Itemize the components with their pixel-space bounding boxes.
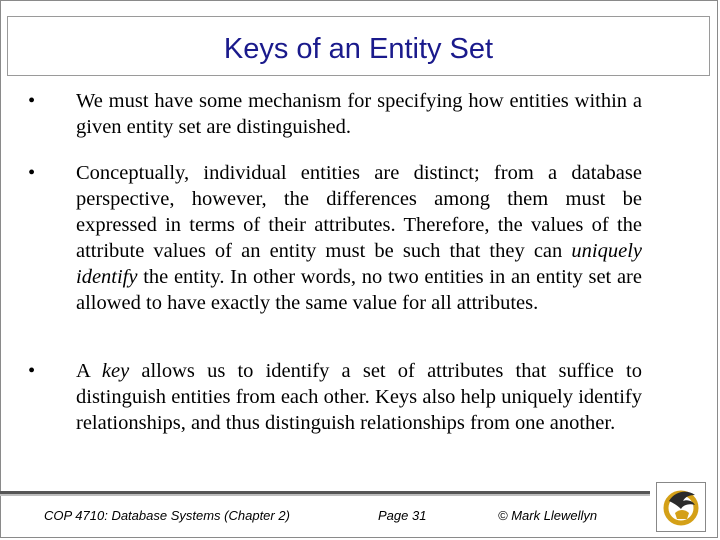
slide-title: Keys of an Entity Set (223, 33, 494, 65)
bullet-item (28, 358, 642, 436)
bullet-text (76, 160, 642, 316)
bullet-marker: • (28, 90, 36, 112)
bullet-text-part: Conceptually, individual entities are distinct; from a database perspective, however, the differences among them must be expressed in terms of their attributes. Therefore, the values of the attribute values of an entity must be such that they can (76, 162, 642, 262)
bullet-text-emphasis: key (101, 360, 130, 382)
footer-course: COP 4710: Database Systems (Chapter 2) (44, 508, 290, 523)
bullet-text-part: We must have some mechanism for specifying how entities within a given entity set are distinguished. (76, 90, 642, 138)
bullet-marker: • (28, 360, 36, 382)
footer-rule-shadow (0, 494, 650, 496)
bullet-text-emphasis: uniquely identify (76, 240, 642, 288)
bullet-text-part: the entity. In other words, no two entities in an entity set are allowed to have exactly the same value for all attributes. (76, 266, 642, 314)
footer-page-number: Page 31 (378, 508, 427, 523)
bullet-text (76, 88, 642, 140)
slide-footer (0, 508, 650, 528)
bullet-text (76, 358, 642, 436)
bullet-text-part: A (76, 360, 102, 382)
ucf-pegasus-logo-icon (656, 482, 706, 532)
bullet-item (28, 88, 642, 140)
footer-author: © Mark Llewellyn (498, 508, 598, 523)
bullet-text-part: allows us to identify a set of attributes that suffice to distinguish entities from each other. Keys also help uniquely identify relationships, and thus distinguish relationships from one another. (76, 360, 642, 434)
title-box (7, 16, 710, 76)
bullet-item (28, 160, 642, 316)
bullet-marker: • (28, 162, 36, 184)
